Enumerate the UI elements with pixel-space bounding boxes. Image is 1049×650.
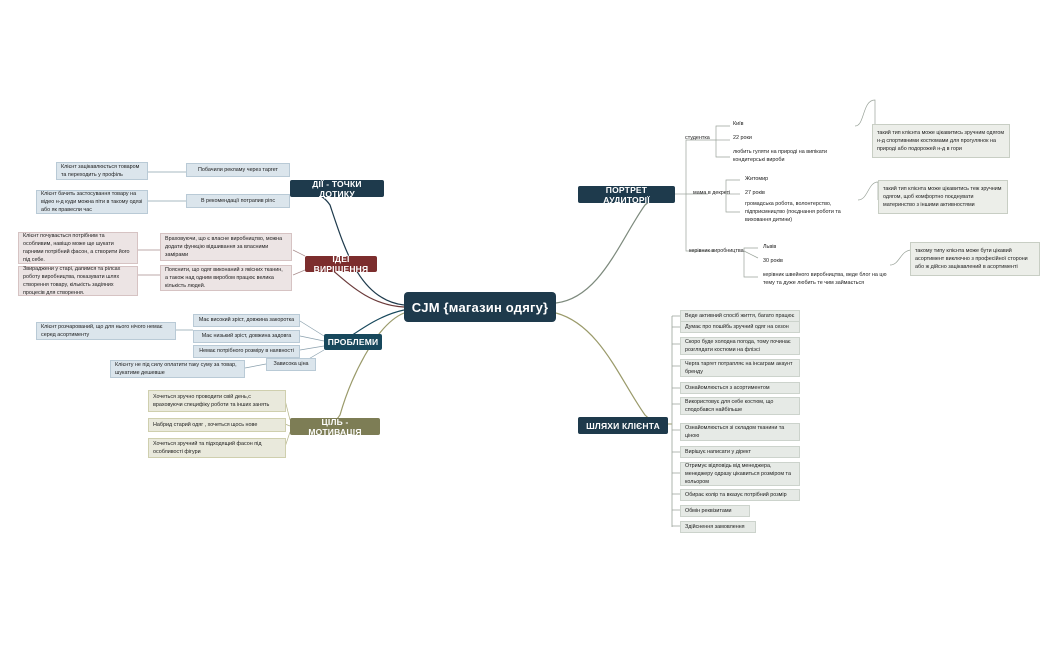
- goal-item-0-text: Хочеться зручно проводити свій день,с враховуючи специфіку роботи та інших занять: [153, 393, 270, 408]
- persona-0-detail-1[interactable]: [730, 134, 790, 144]
- path-step-1[interactable]: [680, 321, 800, 333]
- persona-0-name[interactable]: [682, 133, 722, 144]
- persona-2-name-text: керівник виробництва: [689, 247, 744, 254]
- idea-item-0[interactable]: [160, 233, 292, 261]
- path-step-10-text: Обмін реквізитами: [685, 507, 732, 514]
- persona-0-detail-2[interactable]: [730, 150, 855, 164]
- idea-item-1-text: Пояснити, що одяг виконаний з якісних тканин, а також над одним виробом працює велика кількість людей.: [165, 266, 283, 290]
- problem-item-2-text: Немає потрібного розміру в наявності: [199, 348, 294, 355]
- path-step-4-text: Ознайомлюється з асортиментом: [685, 384, 770, 391]
- persona-2-detail-1-text: 30 років: [763, 258, 783, 265]
- persona-1-name[interactable]: [690, 188, 742, 199]
- problem-item-1[interactable]: [193, 330, 300, 343]
- problem-note-1[interactable]: [110, 360, 245, 378]
- touchpoint-note-0[interactable]: [56, 162, 148, 180]
- idea-note-1-text: Звираджени у старі, дапимся та рілсах роботу виробництва, показувати шлях створення товару, кількість задіяних процесів для створення.: [23, 265, 121, 297]
- persona-0-conclusion[interactable]: [872, 124, 1010, 158]
- path-step-7-text: Вирішує написати у дірект: [685, 448, 751, 455]
- path-step-1-text: Думає про пошйбь зручний одяг на сезон: [685, 323, 789, 330]
- problem-note-1-text: Клієнту не під силу оплатити таку суму за товар, шукатиме дешевше: [115, 361, 237, 376]
- persona-2-name[interactable]: [686, 246, 750, 257]
- idea-note-0-text: Клієнт почувається потрібним та особливим, навіщо може ще шукати гарними потрібний фасон, а створити його під себе.: [23, 232, 130, 264]
- persona-1-detail-1[interactable]: [742, 189, 802, 199]
- touchpoint-item-0[interactable]: [186, 163, 290, 177]
- path-step-8-text: Отримує відповідь від менеджера, менеджеру одразу цікавиться розміром та кольором: [685, 462, 791, 486]
- goal-item-2-text: Хочеться зручний та підходящий фасон під особливості фігури: [153, 440, 262, 455]
- persona-1-detail-1-text: 27 років: [745, 190, 765, 197]
- center-node[interactable]: [404, 292, 556, 322]
- path-step-5[interactable]: [680, 397, 800, 415]
- branch-paths-label: ШЛЯХИ КЛІЄНТА: [586, 420, 660, 431]
- path-step-9[interactable]: [680, 489, 800, 501]
- path-step-3[interactable]: [680, 359, 800, 377]
- touchpoint-note-1[interactable]: [36, 190, 148, 214]
- path-step-10[interactable]: [680, 505, 750, 517]
- goal-item-1[interactable]: [148, 418, 286, 432]
- persona-1-conclusion-text: такий тип клієнта може цікавитись теж зручним одягом, щоб комфортно поєднувати материнство з іншими активностями: [883, 185, 1002, 209]
- persona-1-detail-0[interactable]: [742, 175, 802, 185]
- goal-item-2[interactable]: [148, 438, 286, 458]
- persona-2-detail-0-text: Львів: [763, 244, 777, 251]
- persona-2-conclusion[interactable]: [910, 242, 1040, 276]
- branch-ideas-label: ІДЕЇ ВИРІШЕННЯ: [313, 254, 369, 274]
- idea-item-1[interactable]: [160, 265, 292, 291]
- problem-item-3[interactable]: [266, 358, 316, 371]
- path-step-7[interactable]: [680, 446, 800, 458]
- persona-0-conclusion-text: такий тип клієнта може цікавитись зручним одягом н-д спортивними костюмами для прогулянок на природі або подорожей н-д в гори: [877, 129, 1005, 153]
- problem-item-1-text: Має низький зріст, довжина задовга: [201, 333, 292, 340]
- touchpoint-item-0-text: Побачили рекламу через таргет: [198, 166, 278, 173]
- branch-problems[interactable]: [324, 334, 382, 350]
- persona-1-name-text: мама в декреті: [693, 189, 731, 196]
- persona-0-detail-2-text: любить гуляти на природі на випікати кондитерські вироби: [733, 149, 828, 163]
- goal-item-1-text: Набрид старий одяг , хочеться щось нове: [153, 421, 258, 428]
- path-step-4[interactable]: [680, 382, 800, 394]
- branch-portrait-label: ПОРТРЕТ АУДИТОРІЇ: [603, 184, 650, 205]
- path-step-5-text: Використовує для себе костюм, що сподобався найбільше: [685, 398, 774, 413]
- path-step-6-text: Ознайомлюється зі складом тканини та ціною: [685, 424, 785, 439]
- goal-item-0[interactable]: [148, 390, 286, 412]
- problem-note-0[interactable]: [36, 322, 176, 340]
- idea-item-0-text: Враховуючи, що є власне виробництво, можна додати функцію відшивання за власними замірами: [165, 235, 283, 259]
- persona-0-detail-0[interactable]: [730, 120, 790, 130]
- persona-2-conclusion-text: такому типу клієнта може бути цікавий асортимент виключно з професійної сторони або ж дійсно зацікавлений в асортименті: [915, 247, 1028, 271]
- branch-problems-label: ПРОБЛЕМИ: [327, 337, 379, 347]
- problem-note-0-text: Клієнт розчарований, що для нього нічого немає серед асортименту: [41, 323, 163, 338]
- center-node-label: CJM {магазин одягу}: [411, 299, 549, 315]
- touchpoint-item-1[interactable]: [186, 194, 290, 208]
- touchpoint-item-1-text: В рекомендації потрапив pinc: [200, 197, 276, 204]
- persona-2-detail-1[interactable]: [760, 257, 820, 267]
- problem-item-0-text: Має високий зріст, довжина закоротка: [198, 317, 295, 324]
- path-step-9-text: Обирає колір та вказує потрібний розмір: [685, 491, 787, 498]
- branch-touchpoints[interactable]: [290, 180, 384, 197]
- branch-touchpoints-label: ДІЇ - ТОЧКИ ДОТИКУ: [312, 178, 362, 199]
- touchpoint-note-1-text: Клієнт бачить застосування товару на відео н-д куди можна піти в такому одязі або як правесли час: [41, 190, 143, 214]
- persona-1-conclusion[interactable]: [878, 180, 1008, 214]
- path-step-2-text: Скоро буде холодна погода, тому починає розглядати костюми на фліэсі: [685, 338, 791, 353]
- problem-item-2[interactable]: [193, 345, 300, 358]
- path-step-3-text: Черга таргет потрапляє на інсаграм акаунт бренду: [685, 360, 793, 375]
- touchpoint-note-0-text: Клієнт зацікавлюється товаром та переходить у профіль: [61, 163, 140, 178]
- persona-0-detail-0-text: Київ: [733, 121, 744, 128]
- problem-item-3-text: Зависока ціна: [273, 361, 309, 368]
- path-step-11-text: Здійснення замовлення: [685, 523, 745, 530]
- problem-item-0[interactable]: [193, 314, 300, 327]
- persona-2-detail-2[interactable]: [760, 270, 890, 290]
- path-step-8[interactable]: [680, 462, 800, 486]
- path-step-2[interactable]: [680, 337, 800, 355]
- branch-goal-label: ЦІЛЬ - МОТИВАЦІЯ: [308, 416, 362, 437]
- branch-portrait[interactable]: [578, 186, 675, 203]
- branch-ideas[interactable]: [305, 256, 377, 272]
- persona-1-detail-0-text: Житомир: [745, 176, 769, 183]
- persona-2-detail-0[interactable]: [760, 243, 820, 253]
- persona-0-name-text: студентка: [685, 134, 710, 141]
- persona-0-detail-1-text: 22 роки: [733, 135, 752, 142]
- path-step-6[interactable]: [680, 423, 800, 441]
- path-step-0-text: Веде активний спосіб життя, багато працює: [685, 312, 795, 319]
- branch-paths[interactable]: [578, 417, 668, 434]
- path-step-11[interactable]: [680, 521, 756, 533]
- persona-1-detail-2[interactable]: [742, 203, 862, 223]
- persona-1-detail-2-text: громадська робота, волонтерство, підприємництво (поєднання роботи та виховання дитини): [745, 201, 841, 223]
- persona-2-detail-2-text: керівник швейного виробництва, веде блог на цю тему та дуже любить те чим займається: [763, 272, 887, 286]
- idea-note-0[interactable]: [18, 232, 138, 264]
- branch-goal[interactable]: [290, 418, 380, 435]
- idea-note-1[interactable]: [18, 266, 138, 296]
